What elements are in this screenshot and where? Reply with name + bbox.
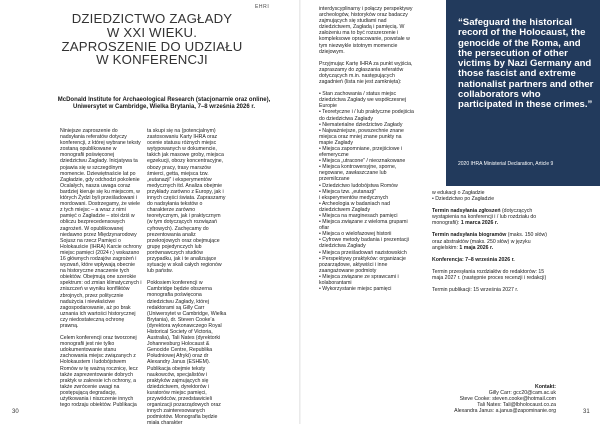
- deadline-text: (dotyczących wystąpienia na konferencji i / lub rozdziału do monografii):: [432, 208, 537, 227]
- text-column-2: [147, 128, 227, 433]
- conference-date-text: Konferencja: 7–8 września 2026 r.: [432, 256, 515, 263]
- deadline-text: (maks. 150 słów) oraz abstraktów (maks. 250 słów) w języku angielskim:: [432, 232, 547, 251]
- list-item: • Teoretyczne i / lub praktyczne podejścia do dziedzictwa Zagłady: [319, 109, 414, 122]
- title-line: W KONFERENCJI: [96, 52, 208, 68]
- quote-source: 2020 IHRA Ministerial Declaration, Article 9: [458, 161, 554, 167]
- contact-line: Steve Cooke: steven.cooke@hotmail.com: [459, 396, 556, 403]
- subtitle-line: Uniwersytet w Cambridge, Wielka Brytania, 7–8 września 2026 r.: [72, 104, 256, 111]
- list-item: • Dziedzictwo po Zagładzie: [432, 196, 495, 203]
- list-item: • Perspektywy praktyków: organizacje pozarządowe, aktywiści i inne zaangażowane podmioty: [319, 255, 406, 274]
- list-item: • Wykorzystanie miejsc pamięci: [319, 286, 392, 293]
- deadline-label: Termin nadsyłania biogramów: [432, 232, 507, 239]
- paragraph: [432, 190, 556, 202]
- paragraph: Przyjmując Kartę IHRA za punkt wyjścia, zapraszamy do zgłaszania referatów dotyczących m.in. następujących zagadnień (lista nie jest zamknięta):: [319, 60, 413, 86]
- list-item: • Miejsca tzw. „eutanazji”: [319, 188, 376, 195]
- paragraph: Termin publikacji: 15 września 2027 r.: [432, 287, 519, 294]
- subtitle-line: McDonald Institute for Archaeological Research (stacjonarnie oraz online),: [57, 97, 271, 103]
- deadline-abstracts: [432, 232, 556, 250]
- list-continuation: w edukacji o Zagładzie: [432, 190, 485, 196]
- page-number-right: 31: [583, 409, 590, 415]
- list-item: • Archeologia w badaniach nad dziedzictwem Zagłady: [319, 200, 391, 213]
- quote-text: “Safeguard the historical record of the Holocaust, the genocide of the Roma, and the persecution of other victims by Nazi Germany and those fascist and extreme nationalist partners and other collaborators who participated in these crimes.”: [458, 17, 594, 111]
- list-item: • Miejsca związane ze sprawcami i kolaborantami: [319, 273, 399, 287]
- deadline-submissions: [432, 208, 556, 226]
- list-item: • Cyfrowe metody badania i prezentacji dziedzictwa Zagłady: [319, 237, 409, 250]
- book-gutter: [299, 0, 301, 424]
- contact-line: Tali Nates: Tali@lbholocaust.co.za: [477, 402, 556, 409]
- page-number-left: 30: [12, 409, 19, 415]
- paragraph: ta skupi się na (potencjalnym) zastosowaniu Karty IHRA oraz ocenie statusu różnych miejsc wytypowanych w dokumencie, takich jak masowe groby, miejsca egzekucji, obozy koncentracyjne, obozy pracy, trasy marszów śmierci, getta, miejsca tzw. „eutanazji” i eksperymentów medycznych itd. Analiza obejmie przykłady zarówno z Europy, jak i innych części świata. Zapraszamy do nadsyłania tekstów o charakterze zarówno teoretycznym, jak i praktycznym (w tym dotyczących rozwiązań cyfrowych). Zachęcamy do prezentowania analiz przekrojowych oraz obejmujące grupę pojedynczych lub porównawczych studiów przypadku, jak i te analizujące sytuację w skali całych regionów lub państw.: [147, 128, 226, 275]
- paragraph: Termin przesyłania rozdziałów do redaktorów: 15 maja 2027 r. (następnie proces recenzji i redakcji): [432, 268, 547, 281]
- title-line: DZIEDZICTWO ZAGŁADY: [71, 11, 233, 26]
- list-item: • Miejsca związane z wieloma grupami ofiar: [319, 219, 408, 232]
- text-column-1: [60, 128, 142, 414]
- contact-line: Alexandra Janus: a.janus@zapominanie.org: [454, 408, 556, 415]
- deadline-date: 1 marca 2026 r.: [460, 220, 499, 227]
- deadline-date: 1 maja 2026 r.: [459, 244, 494, 251]
- contact-block: [432, 384, 556, 414]
- page-title: [58, 12, 246, 67]
- paragraph: Celem konferencji oraz tworzonej monografii jest nie tylko udokumentowanie stanu zachowania miejsc związanych z Holokaustem i ludobójstwem Romów w tę ważną rocznicę, lecz także zaprezentowanie dobrych praktyk w zakresie ich ochrony, a także zwrócenie uwagi na postępującą degradację, użytkowania i niszczenie innych tego rodzaju obiektów. Publikacja: [60, 335, 138, 409]
- list-item: • Miejsca na marginesach pamięci: [319, 213, 398, 219]
- text-column-4: [432, 190, 556, 299]
- contact-label: Kontakt:: [534, 384, 556, 390]
- text-column-3: [319, 6, 415, 292]
- paragraph: Pokłosiem konferencji w Cambridge będzie obszerna monografia poświęcona dziedzictwu Zagłady, której redaktorami są Gilly Carr (Uniwersytet w Cambridge, Wielka Brytania), dr. Steven Cooke’a (dyrektora wykonawczego Royal Historical Society of Victoria, Australia), Tali Nates (dyrektorki Johannesburg Holocaust & Genocide Centre, Republika Południowej Afryki) oraz dr Alexandry Janus (ESHEM). Publikacja obejmie teksty naukowców, specjalistów i praktyków zajmujących się dziedzictwem, dyrektorów i kuratorów miejsc pamięci, przywódców, przedstawicieli organizacji pozarządowych oraz innych zainteresowanych podmiotów. Monografia będzie miała charakter: [147, 280, 227, 427]
- list-item: • Niematerialne dziedzictwo Zagłady: [319, 121, 403, 128]
- conference-date: [432, 257, 556, 263]
- paragraph: Niniejsze zaproszenie do nadsyłania referatów dotyczy konferencji, z której wybrane teksty zostaną opublikowane w monografii poświęconej dziedzictwu Zagłady. Inicjatywa ta pojawia się w szczególnym momencie. Dziewiętnaście lat po Zagładzie, gdy odchodzi pokolenie Ocalałych, nasza uwaga coraz bardziej kieruje się ku miejscom, w których Żydzi byli prześladowani i mordowani. Dostrzegamy, że wiele z tych miejsc – a wraz z nimi pamięć o Zagładzie – stoi dziś w obliczu bezprecedensowych zagrożeń. W opublikowanej niedawno przez Międzynarodowy Sojusz na rzecz Pamięci o Holokauście (IHRA) Karcie ochrony miejsc pamięci (2024 r.) wskazano 16 głównych rodzajów zagrożeń i wyzwań, które wpływają obecnie na historyczne znaczenie tych obiektów. Obejmują one szerokie spektrum: od zmian klimatycznych i zniszczeń w wyniku konfliktów zbrojnych, przez politycznie nadużycia i niewłaściwe zagospodarowanie, aż po brak uznania ich wartości historycznej czy niedostateczną ochronę prawną.: [60, 128, 142, 329]
- list-item: • Dziedzictwo ludobójstwa Romów: [319, 182, 398, 189]
- list-item: • Miejsca zapomniane, przejściowe i efemeryczne: [319, 145, 403, 159]
- list-item: • Miejsca „utracone” / nieoznakowane: [319, 158, 406, 165]
- section-tag: EHRI: [255, 4, 270, 10]
- contact-line: Gilly Carr: gcc20@cam.ac.uk: [488, 390, 556, 397]
- list-item: • Stan zachowania / status miejsc dziedzictwa Zagłady we współczesnej Europie: [319, 91, 407, 110]
- list-item: • Miejsca kontrowersyjne, sporne, negowane, zawłaszczane lub przemilczane: [319, 164, 397, 183]
- title-line: W XXI WIEKU.: [106, 24, 198, 40]
- deadline-label: Termin nadsyłania zgłoszeń: [432, 208, 501, 215]
- title-line: ZAPROSZENIE DO UDZIAŁU: [61, 38, 243, 54]
- list-item: • Najważniejsze, powszechnie znane miejsca oraz mniej znane punkty na mapie Zagłady: [319, 127, 404, 146]
- list-item: i eksperymentów medycznych: [319, 194, 389, 201]
- list-item: • Miejsca o wielofazowej historii: [319, 231, 392, 238]
- list-item: • Miejsca prześladowań nazistowskich: [319, 249, 407, 256]
- paragraph: interdyscyplinarny i połączy perspektywy archeologów, historyków oraz badaczy zajmujących się studiami nad dziedzictwem, Zagładą i pamięcią. W założeniu ma to być rozszerzenie i kompleksowe opracowanie, powstałe w tym niezwykle istotnym momencie dziejowym.: [319, 6, 413, 55]
- event-subtitle: [48, 97, 280, 112]
- topic-list: [319, 91, 415, 292]
